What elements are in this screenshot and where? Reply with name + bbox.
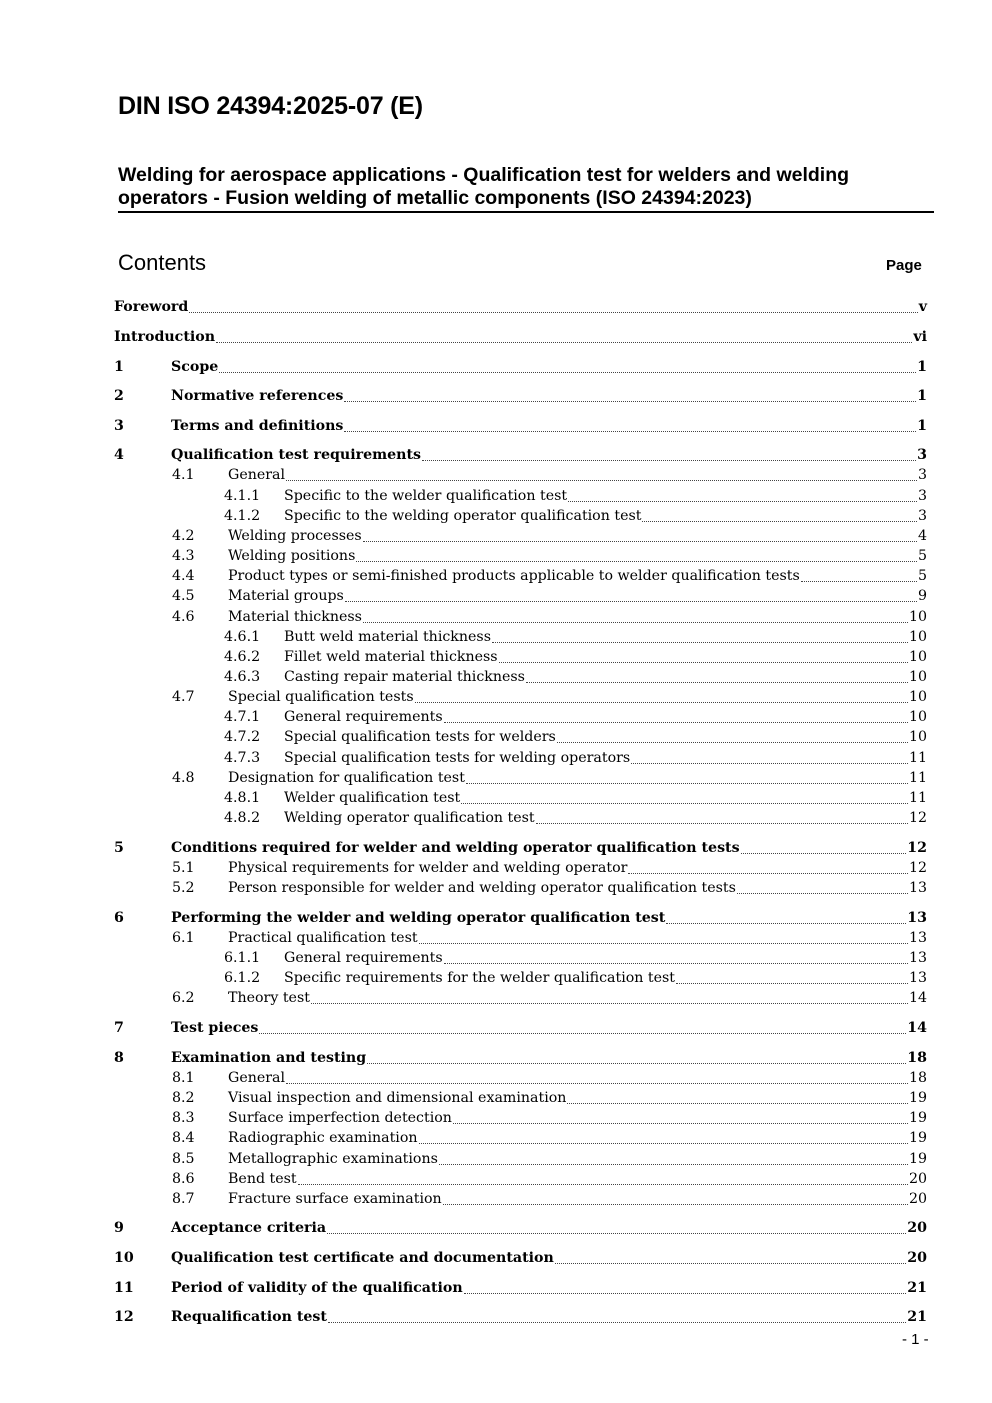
toc-dot-leader xyxy=(286,479,917,481)
toc-entry-page: 10 xyxy=(908,649,927,665)
toc-entry-number: 1 xyxy=(114,359,124,375)
toc-entry-page: 11 xyxy=(908,770,927,786)
toc-entry-title: Fracture surface examination xyxy=(228,1191,442,1207)
toc-dot-leader xyxy=(444,962,908,964)
toc-entry-title: General xyxy=(228,467,286,483)
footer-page-number: - 1 - xyxy=(902,1331,929,1348)
toc-entry-title: General requirements xyxy=(284,950,443,966)
toc-entry-number: 2 xyxy=(114,388,124,404)
toc-entry-number: 4.6 xyxy=(172,609,195,625)
toc-entry-title: Casting repair material thickness xyxy=(284,669,525,685)
toc-entry-number: 5 xyxy=(114,840,124,856)
toc-entry[interactable] xyxy=(114,1048,927,1068)
toc-dot-leader xyxy=(286,1082,908,1084)
toc-entry[interactable] xyxy=(172,687,927,707)
toc-entry[interactable] xyxy=(172,607,927,627)
toc-entry-number: 8 xyxy=(114,1050,124,1066)
toc-entry-number: 4.8 xyxy=(172,770,195,786)
toc-entry-number: 3 xyxy=(114,418,124,434)
toc-entry-title: Specific requirements for the welder qualification test xyxy=(284,970,675,986)
toc-entry-page: 20 xyxy=(907,1250,927,1266)
toc-entry-page: 1 xyxy=(917,418,927,434)
toc-entry[interactable] xyxy=(114,445,927,465)
toc-entry-title: Welding operator qualification test xyxy=(284,810,535,826)
toc-entry-number: 8.5 xyxy=(172,1151,195,1167)
toc-entry-number: 4.6.2 xyxy=(224,649,261,665)
toc-dot-leader xyxy=(464,1292,907,1294)
toc-entry-page: 13 xyxy=(907,910,927,926)
toc-entry[interactable] xyxy=(114,297,927,317)
toc-dot-leader xyxy=(219,371,916,373)
toc-entry-page: 1 xyxy=(917,388,927,404)
toc-entry-page: 10 xyxy=(908,629,927,645)
toc-entry[interactable] xyxy=(114,1018,927,1038)
toc-entry-number: 11 xyxy=(114,1280,134,1296)
toc-entry-number: 9 xyxy=(114,1220,124,1236)
toc-entry-page: 10 xyxy=(908,689,927,705)
toc-entry-number: 4.3 xyxy=(172,548,195,564)
toc-entry-number: 8.2 xyxy=(172,1090,195,1106)
toc-dot-leader xyxy=(415,701,908,703)
toc-dot-leader xyxy=(439,1163,908,1165)
toc-entry[interactable] xyxy=(172,586,927,606)
toc-entry-page: vi xyxy=(913,329,927,345)
toc-dot-leader xyxy=(363,540,917,542)
toc-entry-title: Welding positions xyxy=(228,548,356,564)
toc-entry-number: 7 xyxy=(114,1020,124,1036)
toc-dot-leader xyxy=(356,560,917,562)
toc-dot-leader xyxy=(216,341,912,343)
toc-entry[interactable] xyxy=(114,416,927,436)
toc-entry-number: 5.1 xyxy=(172,860,195,876)
toc-entry-page: 19 xyxy=(908,1151,927,1167)
toc-entry-page: 11 xyxy=(908,750,927,766)
toc-entry-number: 4.1.2 xyxy=(224,508,261,524)
toc-dot-leader xyxy=(526,681,908,683)
toc-entry-page: 5 xyxy=(917,568,927,584)
toc-entry-title: Material thickness xyxy=(228,609,362,625)
toc-entry-title: Visual inspection and dimensional examination xyxy=(228,1090,567,1106)
toc-entry[interactable] xyxy=(114,908,927,928)
toc-dot-leader xyxy=(461,802,908,804)
toc-entry[interactable] xyxy=(172,878,927,898)
toc-entry[interactable] xyxy=(114,838,927,858)
toc-entry[interactable] xyxy=(172,1088,927,1108)
toc-entry[interactable] xyxy=(224,647,927,667)
toc-entry-number: 4.7.1 xyxy=(224,709,261,725)
toc-entry-title: Fillet weld material thickness xyxy=(284,649,498,665)
toc-dot-leader xyxy=(628,872,908,874)
toc-entry-title: Examination and testing xyxy=(171,1050,367,1066)
toc-entry-page: 13 xyxy=(908,930,927,946)
toc-entry-page: 1 xyxy=(917,359,927,375)
toc-dot-leader xyxy=(801,580,917,582)
toc-entry[interactable] xyxy=(172,1108,927,1128)
toc-entry-page: 5 xyxy=(917,548,927,564)
toc-dot-leader xyxy=(311,1002,908,1004)
toc-dot-leader xyxy=(666,922,906,924)
toc-dot-leader xyxy=(555,1262,906,1264)
toc-entry-page: 11 xyxy=(908,790,927,806)
toc-entry-title: Specific to the welder qualification test xyxy=(284,488,568,504)
toc-entry[interactable] xyxy=(224,948,927,968)
toc-entry-title: Welder qualification test xyxy=(284,790,461,806)
toc-entry-page: 3 xyxy=(917,447,927,463)
toc-entry-number: 5.2 xyxy=(172,880,195,896)
toc-dot-leader xyxy=(557,741,908,743)
toc-entry-number: 4.1 xyxy=(172,467,195,483)
toc-entry[interactable] xyxy=(172,928,927,948)
toc-entry-page: 20 xyxy=(907,1220,927,1236)
toc-entry[interactable] xyxy=(224,748,927,768)
toc-entry-title: Person responsible for welder and welding operator qualification tests xyxy=(228,880,736,896)
toc-entry[interactable] xyxy=(172,465,927,485)
toc-entry-title: Radiographic examination xyxy=(228,1130,418,1146)
toc-entry-page: v xyxy=(918,299,927,315)
toc-dot-leader xyxy=(189,311,917,313)
toc-entry-page: 13 xyxy=(908,950,927,966)
toc-entry-title: Practical qualification test xyxy=(228,930,418,946)
toc-entry-title: General requirements xyxy=(284,709,443,725)
toc-entry-page: 10 xyxy=(908,669,927,685)
toc-dot-leader xyxy=(344,430,916,432)
toc-entry-number: 6 xyxy=(114,910,124,926)
toc-entry-title: Scope xyxy=(171,359,219,375)
toc-entry[interactable] xyxy=(172,1189,927,1209)
toc-entry-title: Normative references xyxy=(171,388,344,404)
toc-entry-number: 4.4 xyxy=(172,568,195,584)
toc-entry-title: Performing the welder and welding operator qualification test xyxy=(171,910,666,926)
toc-entry-page: 18 xyxy=(908,1070,927,1086)
toc-entry-number: 6.1.2 xyxy=(224,970,261,986)
toc-entry[interactable] xyxy=(172,768,927,788)
toc-entry-number: 4.6.1 xyxy=(224,629,261,645)
toc-entry-page: 10 xyxy=(908,729,927,745)
toc-entry[interactable] xyxy=(224,808,927,828)
toc-entry-page: 12 xyxy=(908,810,927,826)
toc-entry[interactable] xyxy=(114,1278,927,1298)
toc-entry-title: Metallographic examinations xyxy=(228,1151,438,1167)
toc-entry-title: Theory test xyxy=(228,990,310,1006)
toc-entry[interactable] xyxy=(172,858,927,878)
toc-dot-leader xyxy=(642,520,917,522)
toc-dot-leader xyxy=(363,621,908,623)
toc-entry-number: 4.7 xyxy=(172,689,195,705)
toc-dot-leader xyxy=(567,1102,908,1104)
toc-entry-title: Qualification test requirements xyxy=(171,447,422,463)
toc-entry[interactable] xyxy=(114,1218,927,1238)
toc-entry[interactable] xyxy=(114,386,927,406)
page-column-heading: Page xyxy=(886,257,922,274)
toc-entry-number: 4 xyxy=(114,447,124,463)
toc-dot-leader xyxy=(328,1321,906,1323)
toc-entry-title: Surface imperfection detection xyxy=(228,1110,452,1126)
toc-entry-title: Bend test xyxy=(228,1171,297,1187)
toc-entry[interactable] xyxy=(114,1248,927,1268)
toc-entry-page: 14 xyxy=(907,1020,927,1036)
toc-entry-number: 6.1 xyxy=(172,930,195,946)
toc-entry[interactable] xyxy=(172,1169,927,1189)
toc-dot-leader xyxy=(492,641,908,643)
toc-entry-number: 8.3 xyxy=(172,1110,195,1126)
toc-entry[interactable] xyxy=(224,968,927,988)
toc-entry-number: 10 xyxy=(114,1250,134,1266)
toc-dot-leader xyxy=(422,459,916,461)
toc-entry-page: 3 xyxy=(917,488,927,504)
toc-entry-page: 3 xyxy=(917,508,927,524)
contents-heading: Contents xyxy=(118,250,207,275)
toc-entry-title: Foreword xyxy=(114,299,189,315)
document-title-line-1: Welding for aerospace applications - Qualification test for welders and welding xyxy=(118,164,850,186)
toc-entry-title: Special qualification tests xyxy=(228,689,414,705)
toc-entry[interactable] xyxy=(224,667,927,687)
toc-entry-page: 14 xyxy=(908,990,927,1006)
document-title-line-2: operators - Fusion welding of metallic components (ISO 24394:2023) xyxy=(118,187,752,209)
toc-entry-title: Material groups xyxy=(228,588,344,604)
toc-entry-title: Test pieces xyxy=(171,1020,259,1036)
toc-dot-leader xyxy=(327,1232,906,1234)
toc-entry-title: Qualification test certificate and documentation xyxy=(171,1250,554,1266)
toc-entry-number: 4.2 xyxy=(172,528,195,544)
toc-dot-leader xyxy=(568,500,917,502)
toc-entry-number: 4.8.2 xyxy=(224,810,261,826)
toc-entry[interactable] xyxy=(114,1307,927,1327)
toc-entry-number: 12 xyxy=(114,1309,134,1325)
toc-entry-page: 19 xyxy=(908,1110,927,1126)
toc-entry-page: 18 xyxy=(907,1050,927,1066)
document-id: DIN ISO 24394:2025-07 (E) xyxy=(118,92,423,120)
toc-entry[interactable] xyxy=(172,1149,927,1169)
toc-entry[interactable] xyxy=(172,1068,927,1088)
toc-entry-number: 8.7 xyxy=(172,1191,195,1207)
toc-entry-number: 4.5 xyxy=(172,588,195,604)
toc-entry-number: 4.8.1 xyxy=(224,790,261,806)
toc-entry-number: 8.6 xyxy=(172,1171,195,1187)
toc-entry-page: 3 xyxy=(917,467,927,483)
toc-entry[interactable] xyxy=(224,486,927,506)
toc-entry[interactable] xyxy=(172,546,927,566)
toc-entry-number: 6.1.1 xyxy=(224,950,261,966)
toc-dot-leader xyxy=(444,721,908,723)
toc-entry-title: Period of validity of the qualification xyxy=(171,1280,463,1296)
toc-entry-number: 4.7.3 xyxy=(224,750,261,766)
toc-entry-page: 20 xyxy=(908,1191,927,1207)
toc-entry-title: General xyxy=(228,1070,286,1086)
toc-entry-page: 13 xyxy=(908,970,927,986)
toc-entry-number: 4.7.2 xyxy=(224,729,261,745)
toc-entry-number: 6.2 xyxy=(172,990,195,1006)
toc-entry-page: 12 xyxy=(907,840,927,856)
toc-entry-page: 4 xyxy=(917,528,927,544)
toc-dot-leader xyxy=(499,661,908,663)
toc-dot-leader xyxy=(259,1032,906,1034)
toc-dot-leader xyxy=(453,1122,908,1124)
toc-entry[interactable] xyxy=(224,506,927,526)
toc-dot-leader xyxy=(367,1062,906,1064)
toc-entry-page: 10 xyxy=(908,709,927,725)
toc-dot-leader xyxy=(345,600,917,602)
toc-dot-leader xyxy=(298,1183,908,1185)
toc-entry-page: 20 xyxy=(908,1171,927,1187)
toc-entry-page: 21 xyxy=(907,1280,927,1296)
toc-entry-title: Butt weld material thickness xyxy=(284,629,491,645)
toc-dot-leader xyxy=(344,400,916,402)
toc-entry-title: Product types or semi-finished products applicable to welder qualification tests xyxy=(228,568,800,584)
toc-entry-page: 21 xyxy=(907,1309,927,1325)
toc-entry[interactable] xyxy=(172,526,927,546)
toc-entry-page: 10 xyxy=(908,609,927,625)
toc-entry-number: 4.1.1 xyxy=(224,488,261,504)
toc-entry-title: Terms and definitions xyxy=(171,418,344,434)
toc-dot-leader xyxy=(443,1203,908,1205)
toc-dot-leader xyxy=(741,852,907,854)
toc-entry-page: 19 xyxy=(908,1090,927,1106)
toc-entry[interactable] xyxy=(172,1128,927,1148)
toc-entry-number: 4.6.3 xyxy=(224,669,261,685)
toc-entry-page: 12 xyxy=(908,860,927,876)
toc-entry-page: 9 xyxy=(917,588,927,604)
toc-entry-title: Introduction xyxy=(114,329,216,345)
toc-dot-leader xyxy=(419,1142,908,1144)
toc-entry[interactable] xyxy=(172,988,927,1008)
toc-entry-title: Special qualification tests for welding operators xyxy=(284,750,631,766)
toc-entry[interactable] xyxy=(224,707,927,727)
toc-entry-title: Requalification test xyxy=(171,1309,327,1325)
toc-dot-leader xyxy=(631,762,908,764)
toc-entry[interactable] xyxy=(172,566,927,586)
toc-entry-title: Acceptance criteria xyxy=(171,1220,327,1236)
toc-entry[interactable] xyxy=(224,788,927,808)
toc-entry-title: Welding processes xyxy=(228,528,362,544)
toc-dot-leader xyxy=(466,782,908,784)
toc-entry-number: 8.4 xyxy=(172,1130,195,1146)
toc-entry-title: Designation for qualification test xyxy=(228,770,465,786)
toc-entry-title: Special qualification tests for welders xyxy=(284,729,556,745)
toc-entry-title: Physical requirements for welder and welding operator xyxy=(228,860,628,876)
toc-entry-title: Conditions required for welder and welding operator qualification tests xyxy=(171,840,740,856)
toc-entry[interactable] xyxy=(224,727,927,747)
toc-dot-leader xyxy=(419,942,908,944)
toc-entry[interactable] xyxy=(114,357,927,377)
toc-dot-leader xyxy=(536,822,908,824)
toc-entry-number: 8.1 xyxy=(172,1070,195,1086)
toc-entry[interactable] xyxy=(224,627,927,647)
toc-entry[interactable] xyxy=(114,327,927,347)
toc-entry-title: Specific to the welding operator qualification test xyxy=(284,508,642,524)
toc-dot-leader xyxy=(737,892,908,894)
toc-dot-leader xyxy=(676,982,908,984)
toc-entry-page: 19 xyxy=(908,1130,927,1146)
toc-entry-page: 13 xyxy=(908,880,927,896)
